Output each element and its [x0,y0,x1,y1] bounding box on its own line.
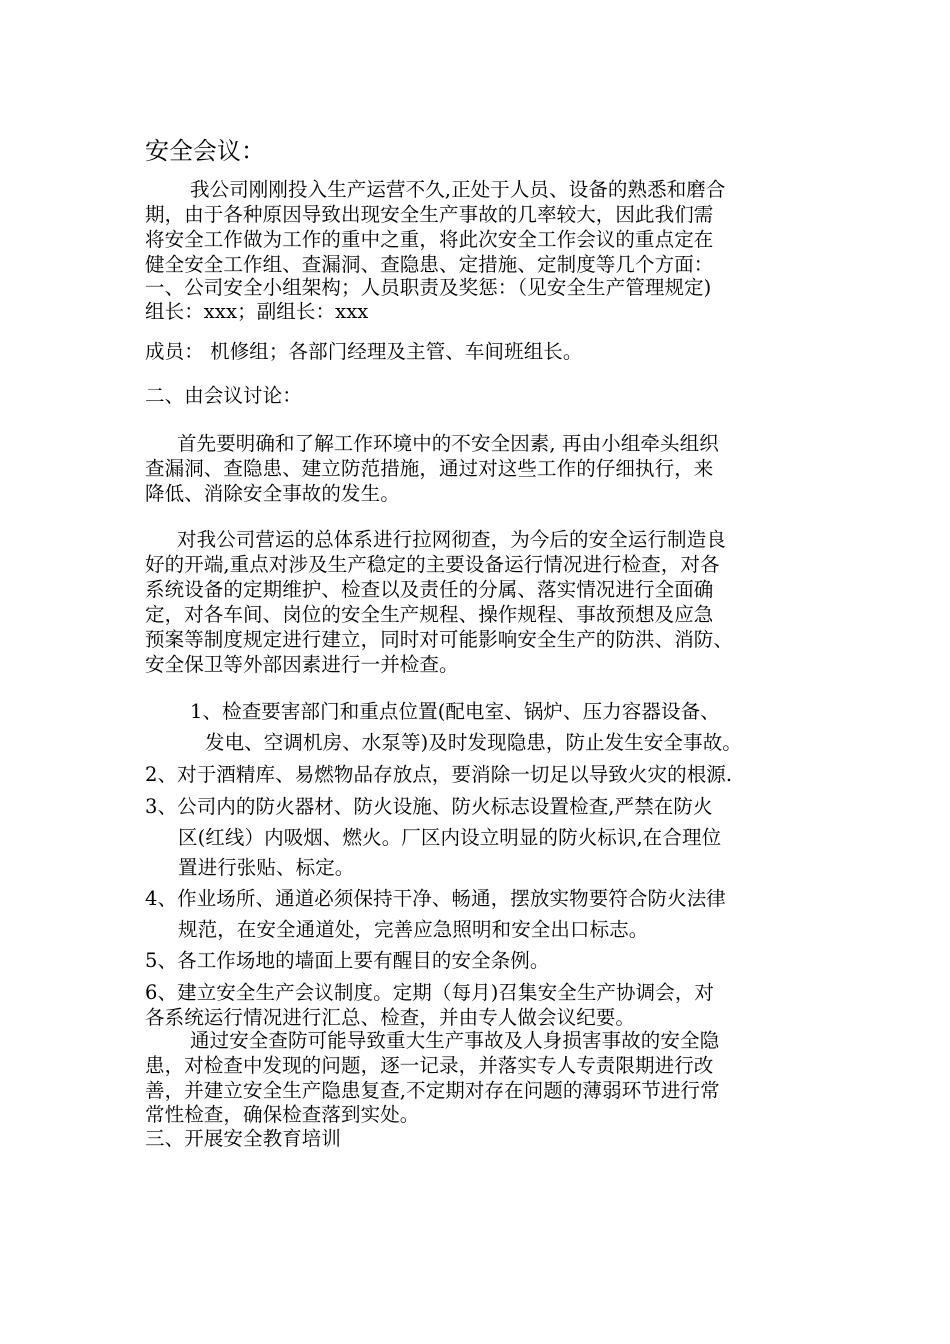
check-item-3-line: 区(红线）内吸烟、燃火。厂区内设立明显的防火标识,在合理位 [178,826,722,849]
section2-para1-line: 首先要明确和了解工作环境中的不安全因素, 再由小组牵头组织 [177,432,719,455]
section2-para2-line: 定，对各车间、岗位的安全生产规程、操作规程、事故预想及应急 [145,603,714,626]
section3-heading: 三、开展安全教育培训 [145,1127,342,1150]
section2-heading: 二、由会议讨论： [145,384,302,407]
check-item-6-line: 6、建立安全生产会议制度。定期（每月)召集安全生产协调会，对 [145,981,715,1004]
section2-para2-line: 系统设备的定期维护、检查以及责任的分属、落实情况进行全面确 [145,578,714,601]
section2-para2-line: 预案等制度规定进行建立，同时对可能影响安全生产的防洪、消防、 [145,628,734,651]
section2-para3-line: 常性检查，确保检查落到实处。 [145,1103,420,1126]
intro-line: 将安全工作做为工作的重中之重，将此次安全工作会议的重点定在 [145,228,714,251]
intro-line: 健全安全工作组、查漏洞、查隐患、定措施、定制度等几个方面： [145,253,714,276]
section2-para3-line: 善，并建立安全生产隐患复查,不定期对存在问题的薄弱环节进行常 [145,1079,720,1102]
section2-para3-line: 通过安全查防可能导致重大生产事故及人身损害事故的安全隐 [190,1029,720,1052]
check-item-3-line: 置进行张贴、标定。 [178,856,355,879]
check-item-1-line: 1、检查要害部门和重点位置(配电室、锅炉、压力容器设备、 [190,700,720,723]
check-item-3-line: 3、公司内的防火器材、防火设施、防火标志设置检查,严禁在防火 [145,795,713,818]
check-item-5-line: 5、各工作场地的墙面上要有醒目的安全条例。 [145,949,550,972]
section1-leader: 组长：xxx；副组长：xxx [145,300,369,323]
section2-para1-line: 降低、消除安全事故的发生。 [145,482,400,505]
section2-para3-line: 患，对检查中发现的问题，逐一记录，并落实专人专责限期进行改 [145,1054,714,1077]
intro-line: 期，由于各种原因导致出现安全生产事故的几率较大，因此我们需 [145,203,714,226]
section2-para2-line: 安全保卫等外部因素进行一并检查。 [145,653,459,676]
section1-heading: 一、公司安全小组架构；人员职责及奖惩：（见安全生产管理规定) [145,276,712,299]
document-title: 安全会议： [145,137,265,165]
check-item-2-line: 2、对于酒精库、易燃物品存放点，要消除一切足以导致火灾的根源. [145,763,733,786]
check-item-6-line: 各系统运行情况进行汇总、检查，并由专人做会议纪要。 [145,1006,636,1029]
section2-para2-line: 好的开端,重点对涉及生产稳定的主要设备运行情况进行检查，对各 [145,553,720,576]
section2-para1-line: 查漏洞、查隐患、建立防范措施，通过对这些工作的仔细执行，来 [145,457,714,480]
section2-para2-line: 对我公司营运的总体系进行拉网彻查，为今后的安全运行制造良 [177,528,726,551]
section1-members: 成员： 机修组；各部门经理及主管、车间班组长。 [145,340,583,363]
check-item-4-line: 4、作业场所、通道必须保持干净、畅通，摆放实物要符合防火法律 [145,887,726,910]
intro-line: 我公司刚刚投入生产运营不久,正处于人员、设备的熟悉和磨合 [190,178,726,201]
check-item-4-line: 规范，在安全通道处，完善应急照明和安全出口标志。 [178,918,649,941]
check-item-1-line: 发电、空调机房、水泵等)及时发现隐患，防止发生安全事故。 [205,731,742,754]
